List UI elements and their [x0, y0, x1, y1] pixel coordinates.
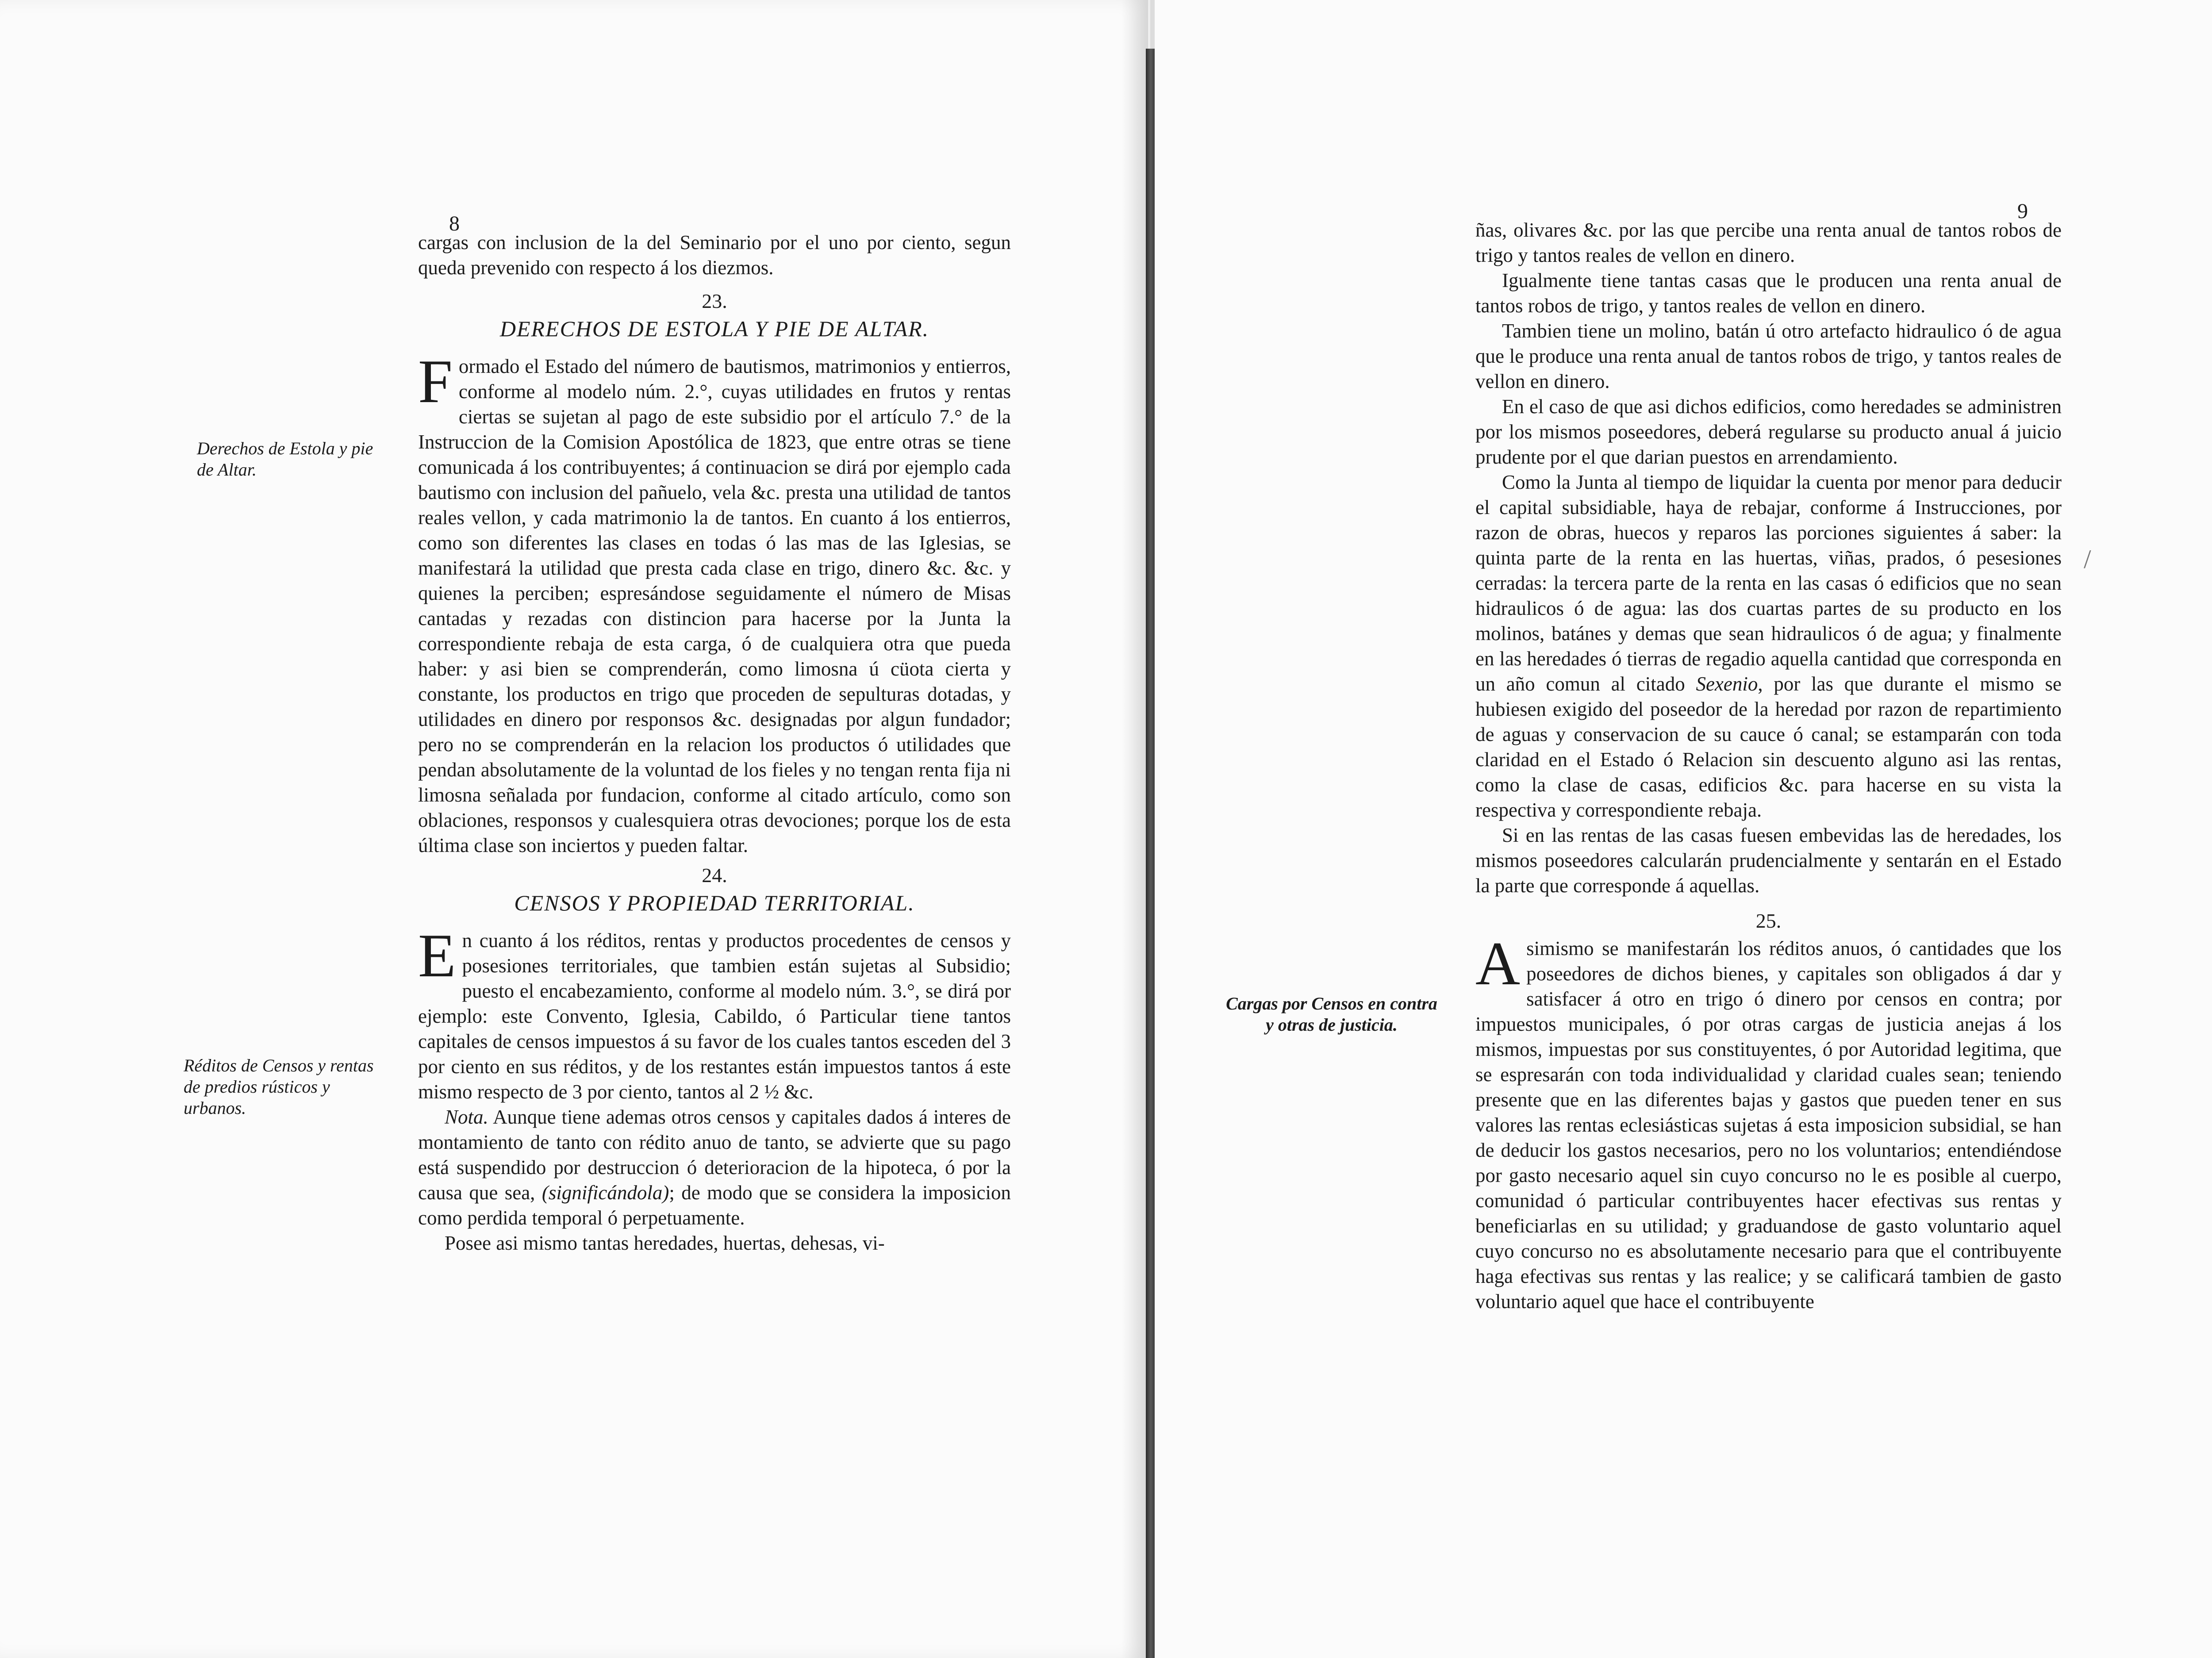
margin-note-censos: Réditos de Censos y rentas de predios rústicos y urbanos.: [184, 1055, 374, 1118]
poseedores-paragraph: En el caso de que asi dichos edificios, como heredades se administren por los mismos poseedores, deberá regularse su producto anual á juicio prudente por el que darian puestos en arrendamiento.: [1475, 395, 2062, 468]
dropcap-a: A: [1475, 929, 1521, 998]
section-24-text-2-end: ; de modo que se considera la imposicion como perdida temporal ó perpetuamente.: [418, 1182, 1011, 1229]
section-23-paragraph: [418, 347, 1011, 858]
intro-paragraph: cargas con inclusion de la del Seminario por el uno por ciento, segun queda prevenido con respecto á los diezmos.: [418, 231, 1011, 279]
section-24-paragraph-1: [418, 921, 1011, 1105]
section-24-text-2: Aunque tiene ademas otros censos y capitales dados á interes de montamiento de tanto con rédito anuo de tanto, se advierte que su pago está suspendido por destruccion ó deterioracion de la hipoteca, ó por la causa que sea,: [418, 1106, 1011, 1204]
page-gutter-shadow: [1121, 0, 1148, 1658]
section-24-number: 24.: [702, 864, 727, 887]
junta-text-1: Como la Junta al tiempo de liquidar la cuenta por menor para deducir el capital subsidiable, haya de rebajar, conforme á Instrucciones, por razon de obras, huecos y reparos las porciones siguientes á saber: la quinta parte de la renta en las huertas, viñas, prados, ó pesesiones cerradas: la tercera parte de la renta en las casas ó edificios que no sean hidraulicos ó de agua: las dos cuartas partes de su producto en los molinos, batánes y demas que sean hidraulicos ó de agua; y finalmente en las heredades ó tierras de regadio aquella cantidad que corresponda en un año comun al citado: [1475, 471, 2062, 695]
junta-paragraph: [1475, 470, 2062, 823]
margin-note-estola: Derechos de Estola y pie de Altar.: [197, 438, 373, 480]
significandola-text: (significándola): [541, 1182, 669, 1204]
pencil-mark: /: [2084, 545, 2091, 574]
sexenio-text: Sexenio: [1696, 673, 1758, 695]
junta-text-2: , por las que durante el mismo se hubiesen exigido del poseedor de la heredad por razon de repartimiento de aguas y conservacion de su cauce ó canal; se estamparán con toda claridad en el Estado ó Relacion sin descuento alguno asi las rentas, como la clase de casas, edificios &c. para hacerse en su vista la respectiva y correspondiente rebaja.: [1475, 673, 2062, 821]
dropcap-e: E: [418, 921, 456, 990]
left-text-column: [418, 230, 1011, 1256]
section-25-text: simismo se manifestarán los réditos anuos, ó cantidades que los poseedores de dichos bienes, y capitales son obligados á dar y satisfacer á otro en trigo ó dinero por censos en contra; por impuestos municipales, ó por otras cargas de justicia anejas á los mismos, impuestas por sus constituyentes, ó por Autoridad legitima, que se espresarán con toda individualidad y claridad cuales sean; teniendo presente que en las diferentes bajas y gastos que pueden tener en sus valores las rentas eclesiásticas sujetas á esta imposicion subsidial, se han de deducir los gastos necesarios, pero no los voluntarios; entendiéndose por gasto necesario aquel sin cuyo concurso no le es posible al cuerpo, comunidad ó particular contribuyentes hacer efectivas sus rentas y beneficiarlas en su utilidad; y graduandose de gasto voluntario aquel cuyo concurso no es absolutamente necesario para que el contribuyente haga efectivas sus rentas y las realice; y se calificará tambien de gasto voluntario aquel que hace el contribuyente: [1475, 937, 2062, 1313]
section-25-number: 25.: [1755, 910, 1782, 932]
section-24-text-1: n cuanto á los réditos, rentas y productos procedentes de censos y posesiones territoriales, que tambien están sujetas al Subsidio; puesto el encabezamiento, conforme al modelo núm. 3.°, se dirá por ejemplo: este Convento, Iglesia, Cabildo, ó Particular tiene tantos capitales de censos impuestos á su favor de los cuales tantos esceden del 3 por ciento en sus réditos, y de los restantes están impuestos tantos á este mismo respecto de 3 por ciento, tantos al 2 ½ &c.: [418, 929, 1011, 1103]
section-24-paragraph-3: Posee asi mismo tantas heredades, huertas, dehesas, vi-: [445, 1232, 885, 1254]
section-24-paragraph-2: [418, 1105, 1011, 1231]
section-23-text: ormado el Estado del número de bautismos, matrimonios y entierros, conforme al modelo núm. 2.°, cuyas utilidades en frutos y rentas ciertas se sujetan al pago de este subsidio por el artículo 7.° de la Instruccion de la Comision Apostólica de 1823, que entre otras se tiene comunicada á los contribuyentes; á continuacion se dirá por ejemplo cada bautismo con inclusion del pañuelo, vela &c. presta una utilidad de tantos reales vellon, y cada matrimonio la de tantos. En cuanto á los entierros, como son diferentes las clases en todas ó las mas de las Iglesias, se manifestará la utilidad que presta cada clase en trigo, dinero &c. &c. y quienes la perciben; espresándose seguidamente el número de Misas cantadas y rezadas con distincion para hacerse por la Junta la correspondiente rebaja de esta carga, ó de cualquiera otra que pueda haber: y asi bien se comprenderán, como limosna ú cüota cierta y constante, los productos en trigo que proceden de sepulturas dotadas, y utilidades en dinero por responsos &c. designadas por algun fundador; pero no se comprenderán en la relacion los productos ó utilidades que pendan absolutamente de la voluntad de los fieles y no tengan renta fija ni limosna señalada por fundacion, conforme al citado artículo, como son oblaciones, responsos y cualesquiera otras devociones; porque los de esta última clase son inciertos y pueden faltar.: [418, 355, 1011, 856]
molino-paragraph: Tambien tiene un molino, batán ú otro artefacto hidraulico ó de agua que le produce una renta anual de tantos robos de trigo, y tantos reales de vellon en dinero.: [1475, 320, 2062, 392]
section-23-title: DERECHOS DE ESTOLA Y PIE DE ALTAR.: [499, 316, 929, 341]
section-25-paragraph: [1475, 929, 2062, 1314]
margin-note-cargas: Cargas por Censos en contra y otras de justicia.: [1226, 994, 1437, 1035]
page-number-left: 8: [449, 212, 460, 235]
nota-label: Nota.: [445, 1106, 488, 1128]
dropcap-f: F: [418, 347, 453, 416]
section-24-title: CENSOS Y PROPIEDAD TERRITORIAL.: [514, 890, 915, 915]
casas-paragraph: Igualmente tiene tantas casas que le producen una renta anual de tantos robos de trigo, y tantos reales de vellon en dinero.: [1475, 269, 2062, 317]
section-23-number: 23.: [702, 290, 727, 312]
continuation-paragraph: ñas, olivares &c. por las que percibe una renta anual de tantos robos de trigo y tantos reales de vellon en dinero.: [1475, 219, 2062, 266]
right-page: [1155, 0, 2212, 1658]
right-text-column: [1475, 218, 2062, 1314]
page-number-right: 9: [2017, 200, 2028, 223]
embevidas-paragraph: Si en las rentas de las casas fuesen embevidas las de heredades, los mismos poseedores calcularán prudencialmente y sentarán en el Estado la parte que corresponde á aquellas.: [1475, 824, 2062, 897]
